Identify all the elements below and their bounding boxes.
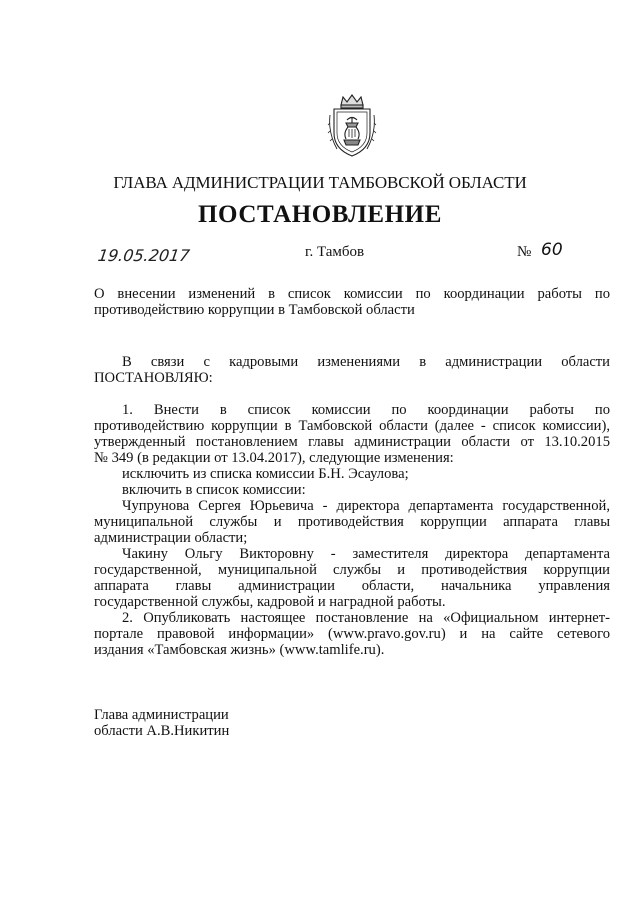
- basis-line: В связи с кадровыми изменениями в администрации области: [122, 354, 610, 370]
- body-line: 1. Внести в список комиссии по координации работы по: [122, 402, 610, 418]
- subject-line: О внесении изменений в список комиссии по координации работы по: [94, 286, 610, 302]
- body-line: противодействию коррупции в Тамбовской области (далее - список комиссии),: [94, 418, 610, 434]
- document-type: ПОСТАНОВЛЕНИЕ: [197, 201, 443, 228]
- body-line: Чупрунова Сергея Юрьевича - директора департамента государственной,: [122, 498, 610, 514]
- body-line: аппарата главы администрации области, начальника управления: [94, 578, 610, 594]
- document-subject: [94, 286, 610, 318]
- body-line: муниципальной службы и противодействия коррупции аппарата главы: [94, 514, 610, 530]
- document-number-label: №: [517, 244, 532, 260]
- resolution-basis: [94, 354, 610, 386]
- signature-block: [94, 707, 229, 739]
- body-line: утвержденный постановлением главы администрации области от 13.10.2015: [94, 434, 610, 450]
- issuer-title: ГЛАВА АДМИНИСТРАЦИИ ТАМБОВСКОЙ ОБЛАСТИ: [113, 173, 527, 192]
- body-line: портале правовой информации» (www.pravo.gov.ru) и на сайте сетевого: [94, 626, 610, 642]
- body-line: 2. Опубликовать настоящее постановление на «Официальном интернет-: [122, 610, 610, 626]
- document-date: 19.05.2017: [96, 246, 191, 265]
- body-line: исключить из списка комиссии Б.Н. Эсаулова;: [122, 466, 409, 482]
- body-line: № 349 (в редакции от 13.04.2017), следующие изменения:: [94, 450, 454, 466]
- document-city: г. Тамбов: [305, 244, 365, 260]
- document-number: 60: [541, 240, 563, 260]
- body-line: Чакину Ольгу Викторовну - заместителя директора департамента: [122, 546, 610, 562]
- body-line: администрации области;: [94, 530, 248, 546]
- body-line: издания «Тамбовская жизнь» (www.tamlife.ru).: [94, 642, 385, 658]
- body-line: государственной, муниципальной службы и противодействия коррупции: [94, 562, 610, 578]
- body-line: включить в список комиссии:: [122, 482, 306, 498]
- signature-line: Глава администрации: [94, 707, 229, 723]
- signature-line: области А.В.Никитин: [94, 723, 230, 739]
- tambov-coat-of-arms-icon: [327, 93, 377, 159]
- document-body: [94, 402, 610, 658]
- basis-line: ПОСТАНОВЛЯЮ:: [94, 370, 213, 386]
- body-line: государственной службы, кадровой и наградной работы.: [94, 594, 446, 610]
- subject-line: противодействию коррупции в Тамбовской области: [94, 302, 415, 318]
